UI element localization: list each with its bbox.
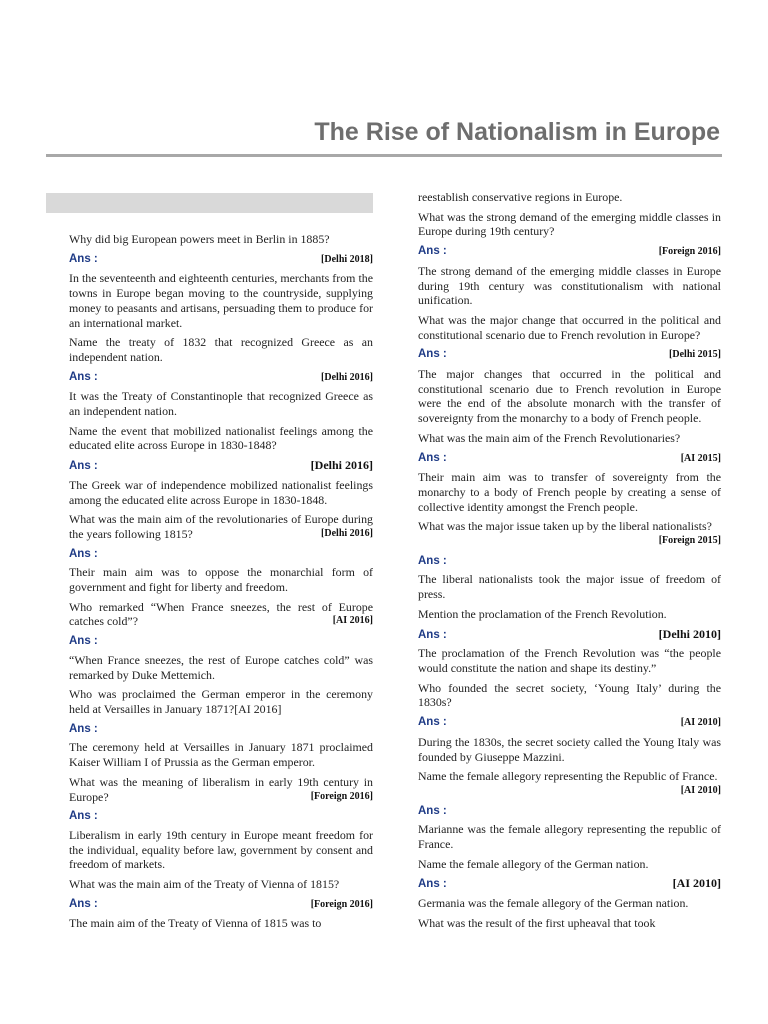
answer-text: Their main aim was to transfer of sovereignty from the monarchy to a body of French people by creating a sense of collective identity amongst the French people. xyxy=(418,470,721,514)
answer-text: Marianne was the female allegory representing the republic of France. xyxy=(418,822,721,852)
answer-row xyxy=(418,554,721,569)
question-text xyxy=(69,775,373,804)
question-text: Name the female allegory of the German nation. xyxy=(418,856,649,871)
answer-label: Ans : xyxy=(69,252,98,265)
question-text: What was the result of the first upheaval that took xyxy=(418,915,656,930)
question-text: What was the major change that occurred in the political and constitutional scenario due to French revolution in Europe? xyxy=(418,312,721,342)
answer-row xyxy=(69,547,373,562)
exam-source-tag: [AI 2016] xyxy=(332,615,373,627)
answer-text: The ceremony held at Versailles in January 1871 proclaimed Kaiser William I of Prussia as the German emperor. xyxy=(69,740,373,770)
exam-source-tag: [Foreign 2016] xyxy=(658,246,721,258)
answer-label: Ans : xyxy=(69,722,98,735)
exam-source-tag: [Foreign 2016] xyxy=(310,790,373,802)
question-body: Who remarked “When France sneezes, the rest of Europe catches cold”? xyxy=(69,599,373,629)
answer-text: The Greek war of independence mobilized nationalist feelings among the educated elite across Europe in 1830-1848. xyxy=(69,477,373,507)
answer-row xyxy=(418,451,721,467)
answer-row xyxy=(418,244,721,260)
question-text: What was the strong demand of the emerging middle classes in Europe during 19th century? xyxy=(418,209,721,239)
answer-text: During the 1830s, the secret society called the Young Italy was founded by Giuseppe Mazzini. xyxy=(418,734,721,764)
question-body: What was the main aim of the revolutionaries of Europe during the years following 1815? xyxy=(69,512,373,541)
left-column xyxy=(69,232,373,936)
answer-text: In the seventeenth and eighteenth centuries, merchants from the towns in Europe began moving to the countryside, supplying money to peasants and artisans, persuading them to produce for an international market. xyxy=(69,271,373,330)
answer-text: The proclamation of the French Revolution was “the people would constitute the nation and shape its destiny.” xyxy=(418,646,721,675)
question-body: What was the major issue taken up by the liberal nationalists? xyxy=(418,519,712,534)
exam-source-tag: [AI 2010] xyxy=(680,717,721,729)
question-body: Name the female allegory representing the Republic of France. xyxy=(418,769,718,784)
answer-text: The main aim of the Treaty of Vienna of 1815 was to xyxy=(69,916,322,931)
answer-text: Their main aim was to oppose the monarchial form of government and fight for liberty and freedom. xyxy=(69,565,373,595)
answer-row xyxy=(418,876,721,892)
exam-source-tag: [AI 2015] xyxy=(680,452,721,464)
answer-text: The liberal nationalists took the major issue of freedom of press. xyxy=(418,572,721,602)
title-divider xyxy=(46,154,722,157)
answer-label: Ans : xyxy=(418,245,447,258)
answer-text: The major changes that occurred in the political and constitutional scenario due to French revolution in Europe were the end of the absolute monarch with the transfer of sovereignty from the monarchy to a body of French people. xyxy=(418,367,721,426)
answer-label: Ans : xyxy=(418,804,447,817)
answer-row xyxy=(69,809,373,824)
exam-source-tag: [Delhi 2018] xyxy=(321,253,373,265)
answer-label: Ans : xyxy=(418,716,447,729)
question-body: What was the meaning of liberalism in early 19th century in Europe? xyxy=(69,774,373,804)
question-text: Name the event that mobilized nationalist feelings among the educated elite across Europe in 1830-1848? xyxy=(69,423,373,453)
answer-row xyxy=(418,715,721,731)
question-text xyxy=(418,519,721,548)
question-text: Mention the proclamation of the French Revolution. xyxy=(418,606,667,621)
answer-label: Ans : xyxy=(418,451,447,464)
answer-label: Ans : xyxy=(418,348,447,361)
answer-row xyxy=(418,627,721,643)
answer-text: It was the Treaty of Constantinople that recognized Greece as an independent nation. xyxy=(69,389,373,419)
exam-source-tag: [Delhi 2015] xyxy=(669,349,721,361)
exam-source-tag: [AI 2010] xyxy=(672,876,721,891)
question-text: Why did big European powers meet in Berlin in 1885? xyxy=(69,232,330,246)
answer-text: reestablish conservative regions in Europe. xyxy=(418,190,623,204)
answer-row xyxy=(69,370,373,386)
answer-text: “When France sneezes, the rest of Europe catches cold” was remarked by Duke Mettemich. xyxy=(69,652,373,682)
question-text xyxy=(418,769,721,798)
exam-source-tag: [Foreign 2016] xyxy=(310,898,373,910)
answer-row xyxy=(69,252,373,268)
answer-label: Ans : xyxy=(418,554,447,567)
answer-label: Ans : xyxy=(418,628,447,641)
answer-label: Ans : xyxy=(69,810,98,823)
answer-row xyxy=(69,897,373,913)
right-column xyxy=(418,190,721,936)
answer-label: Ans : xyxy=(69,370,98,383)
answer-row xyxy=(69,634,373,649)
question-text: Who was proclaimed the German emperor in the ceremony held at Versailles in January 1871?[AI 2016] xyxy=(69,687,373,716)
question-text: Who founded the secret society, ‘Young Italy’ during the 1830s? xyxy=(418,680,721,710)
answer-row xyxy=(418,347,721,363)
answer-text: Liberalism in early 19th century in Europe meant freedom for the individual, equality before law, government by consent and freedom of markets. xyxy=(69,827,373,872)
answer-label: Ans : xyxy=(69,460,98,473)
exam-source-tag: [AI 2010] xyxy=(680,784,721,796)
question-text xyxy=(69,512,373,541)
question-text: What was the main aim of the Treaty of Vienna of 1815? xyxy=(69,877,340,892)
answer-row xyxy=(69,722,373,737)
answer-label: Ans : xyxy=(69,547,98,560)
exam-source-tag: [Foreign 2015] xyxy=(658,535,721,547)
answer-row xyxy=(418,804,721,819)
question-text xyxy=(69,600,373,629)
exam-source-tag: [Delhi 2010] xyxy=(658,626,721,641)
answer-label: Ans : xyxy=(69,897,98,910)
page-title: The Rise of Nationalism in Europe xyxy=(314,118,720,146)
exam-source-tag: [Delhi 2016] xyxy=(310,458,373,473)
answer-row xyxy=(69,458,373,474)
exam-source-tag: [Delhi 2016] xyxy=(321,371,373,383)
answer-label: Ans : xyxy=(69,635,98,648)
answer-label: Ans : xyxy=(418,878,447,891)
question-text: What was the main aim of the French Revolutionaries? xyxy=(418,430,681,445)
question-text: Name the treaty of 1832 that recognized Greece as an independent nation. xyxy=(69,335,373,364)
answer-text: The strong demand of the emerging middle classes in Europe during 19th century was constitutionalism with national unification. xyxy=(418,263,721,308)
section-header-bar xyxy=(46,193,373,213)
answer-text: Germania was the female allegory of the German nation. xyxy=(418,896,689,911)
exam-source-tag: [Delhi 2016] xyxy=(321,527,373,539)
